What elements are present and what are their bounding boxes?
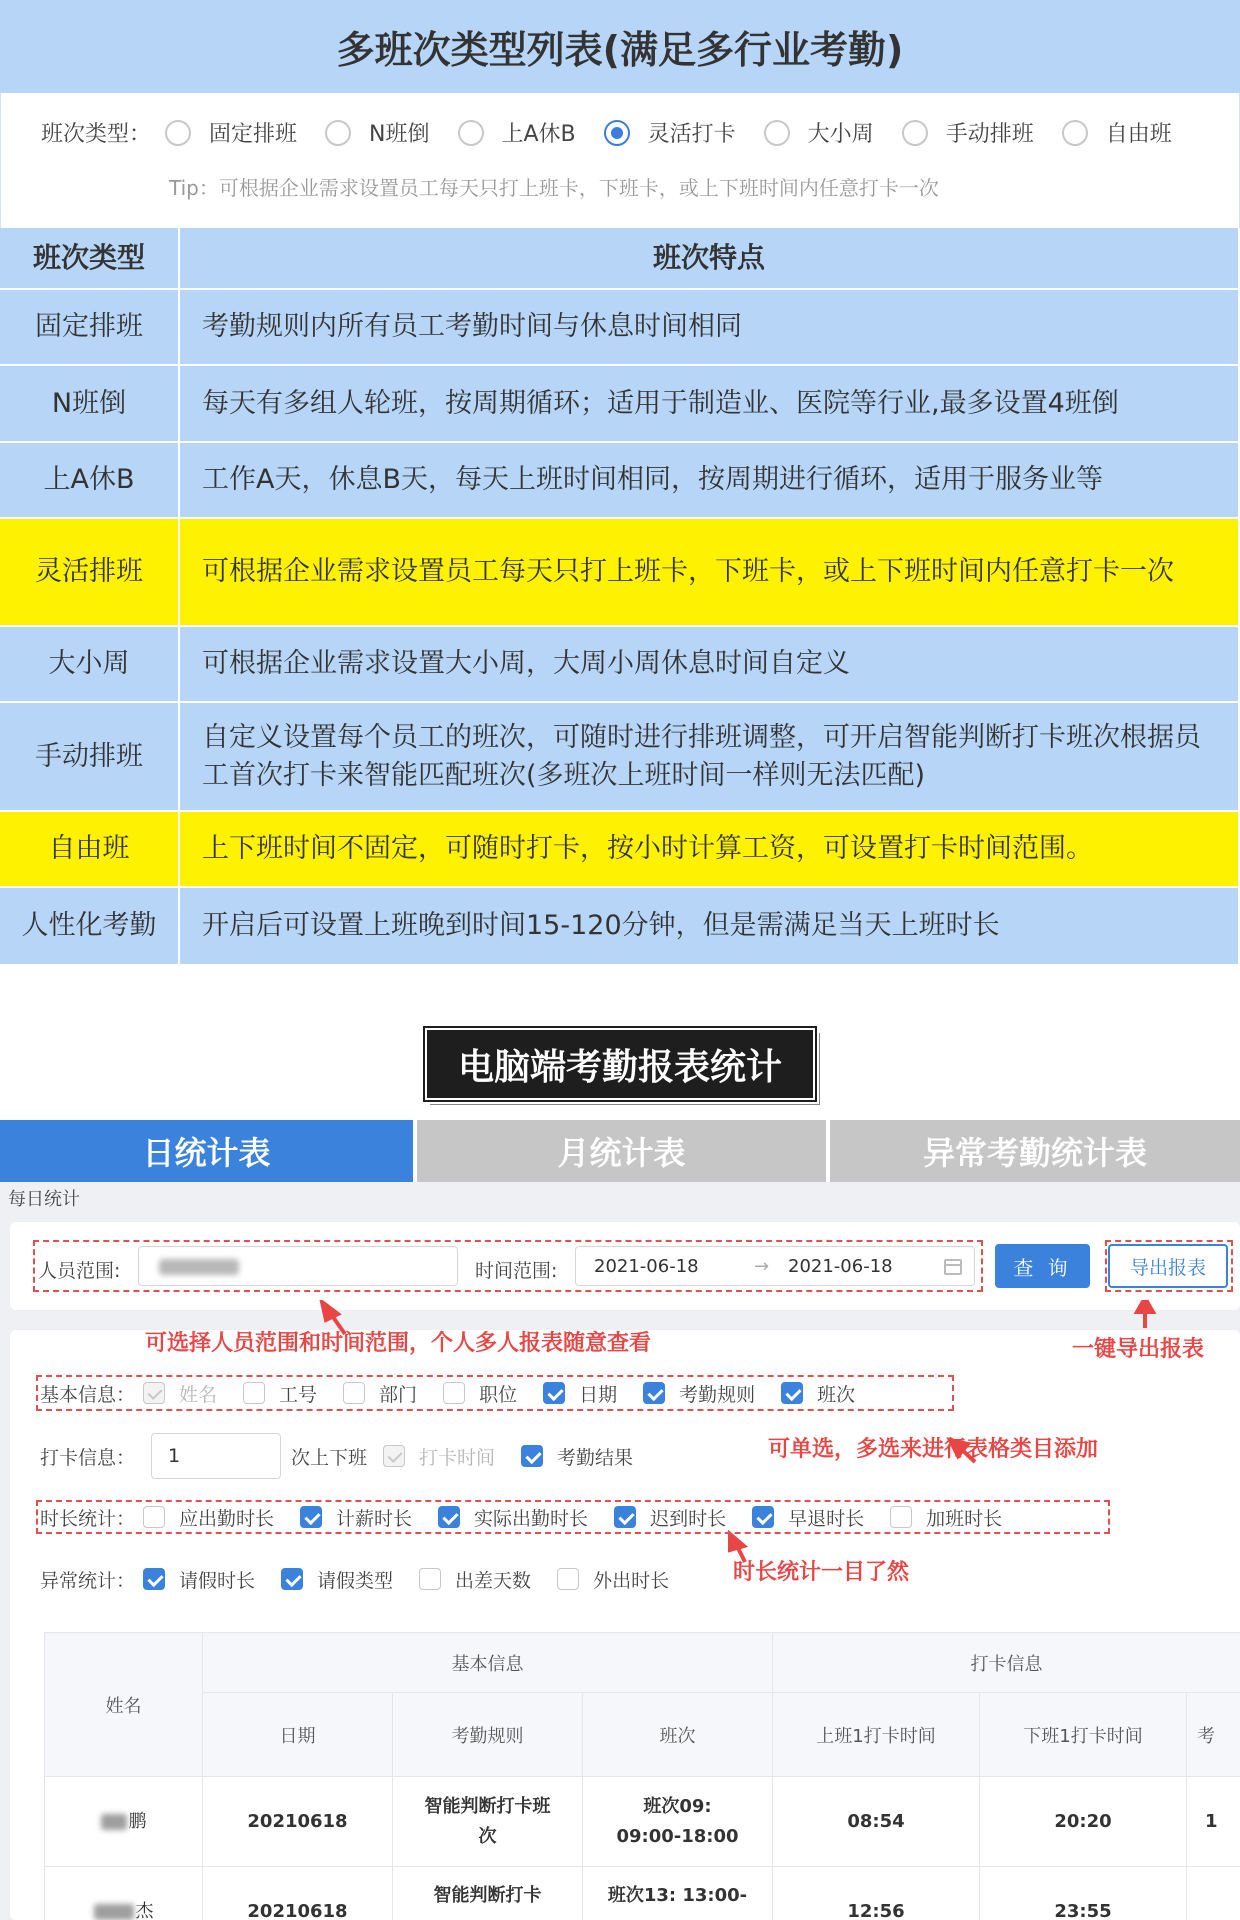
header-shift-feature: 班次特点	[180, 228, 1240, 290]
table-group-header-row	[45, 1633, 1240, 1693]
date-end: 2021-06-18	[788, 1256, 893, 1277]
row-desc: 可根据企业需求设置大小周，大周小周休息时间自定义	[180, 627, 1240, 703]
row-desc: 自定义设置每个员工的班次，可随时进行排班调整，可开启智能判断打卡班次根据员工首次打卡来智能匹配班次(多班次上班时间一样则无法匹配)	[180, 703, 1240, 812]
checkbox-leave-type[interactable]	[281, 1566, 393, 1593]
checkbox-label: 日期	[579, 1383, 618, 1406]
basic-info-row	[40, 1375, 855, 1411]
checkbox-required-hours[interactable]	[143, 1504, 274, 1531]
checkbox-name	[143, 1380, 217, 1407]
export-report-button[interactable]: 导出报表	[1108, 1244, 1228, 1288]
group-header-punch-info: 打卡信息	[773, 1633, 1240, 1693]
person-range-input[interactable]	[138, 1246, 458, 1286]
row-type: 自由班	[0, 812, 180, 888]
checkbox-label: 应出勤时长	[179, 1507, 275, 1530]
cell-result: 1	[1187, 1777, 1240, 1867]
table-row	[0, 443, 1240, 519]
redacted-name	[94, 1904, 134, 1920]
duration-stats-label: 时长统计：	[40, 1507, 136, 1530]
checkbox-attendance-rule[interactable]	[643, 1380, 755, 1407]
person-range-label: 人员范围:	[38, 1260, 121, 1282]
radio-circle-icon[interactable]	[764, 120, 790, 146]
name-text: 杰	[135, 1900, 154, 1920]
table-row-highlighted	[0, 519, 1240, 627]
checkbox-label: 职位	[479, 1383, 518, 1406]
daily-stats-label: 每日统计	[8, 1189, 80, 1210]
table-row[interactable]	[45, 1777, 1240, 1867]
radio-fixed[interactable]	[165, 117, 297, 148]
checkbox-label: 外出时长	[593, 1569, 670, 1592]
checkbox-label: 请假类型	[317, 1569, 394, 1592]
checkbox-business-trip-days[interactable]	[419, 1566, 531, 1593]
column-header-clock-out[interactable]: 下班1打卡时间	[980, 1693, 1187, 1777]
row-desc: 可根据企业需求设置员工每天只打上班卡，下班卡，或上下班时间内任意打卡一次	[180, 519, 1240, 627]
tab-abnormal[interactable]: 异常考勤统计表	[826, 1120, 1240, 1182]
checkbox-label: 请假时长	[179, 1569, 256, 1592]
checkbox-attendance-result[interactable]	[521, 1443, 633, 1470]
checkbox-employee-id[interactable]	[243, 1380, 317, 1407]
table-row	[0, 888, 1240, 966]
checkbox-checked-icon[interactable]	[543, 1382, 565, 1404]
row-desc: 考勤规则内所有员工考勤时间与休息时间相同	[180, 290, 1240, 366]
checkbox-early-leave-duration[interactable]	[752, 1504, 864, 1531]
shift-type-label: 班次类型：	[41, 122, 152, 147]
arrow-right-icon: →	[754, 1256, 770, 1277]
shift-types-table	[0, 228, 1240, 966]
checkbox-label: 实际出勤时长	[474, 1507, 589, 1530]
punch-info-label: 打卡信息：	[40, 1446, 136, 1469]
checkbox-checked-icon[interactable]	[143, 1568, 165, 1590]
checkbox-icon[interactable]	[557, 1568, 579, 1590]
checkbox-icon[interactable]	[419, 1568, 441, 1590]
radio-circle-icon[interactable]	[902, 120, 928, 146]
row-desc: 工作A天，休息B天，每天上班时间相同，按周期进行循环，适用于服务业等	[180, 443, 1240, 519]
punch-count-input[interactable]: 1	[151, 1433, 281, 1479]
header-shift-type: 班次类型	[0, 228, 180, 290]
checkbox-icon[interactable]	[243, 1382, 265, 1404]
table-row-highlighted	[0, 812, 1240, 888]
cell-date: 20210618	[203, 1867, 393, 1920]
radio-manual[interactable]	[902, 117, 1034, 148]
cell-clock-in: 08:54	[773, 1777, 980, 1867]
checkbox-checked-icon[interactable]	[521, 1445, 543, 1467]
tab-daily[interactable]: 日统计表	[0, 1120, 413, 1182]
table-row[interactable]	[45, 1867, 1240, 1920]
row-type: 上A休B	[0, 443, 180, 519]
checkbox-label: 工号	[279, 1383, 318, 1406]
checkbox-label: 部门	[379, 1383, 418, 1406]
table-row	[0, 627, 1240, 703]
basic-info-label: 基本信息：	[40, 1383, 136, 1406]
column-header-name[interactable]: 姓名	[45, 1633, 203, 1777]
table-header-row	[45, 1693, 1240, 1777]
checkbox-date[interactable]	[543, 1380, 617, 1407]
calendar-icon[interactable]	[944, 1259, 962, 1275]
column-header-result[interactable]: 考	[1187, 1693, 1240, 1777]
checkbox-label: 考勤规则	[679, 1383, 756, 1406]
checkbox-disabled-icon	[383, 1445, 405, 1467]
radio-label: N班倒	[369, 122, 430, 147]
checkbox-paid-hours[interactable]	[300, 1504, 412, 1531]
radio-flexible[interactable]	[604, 117, 736, 148]
range-annotation: 可选择人员范围和时间范围，个人多人报表随意查看	[145, 1331, 652, 1356]
cell-result	[1187, 1867, 1240, 1920]
duration-annotation: 时长统计一目了然	[733, 1560, 910, 1585]
checkbox-checked-icon[interactable]	[438, 1506, 460, 1528]
cell-clock-out: 20:20	[980, 1777, 1187, 1867]
checkbox-checked-icon[interactable]	[300, 1506, 322, 1528]
query-button[interactable]: 查 询	[995, 1244, 1090, 1288]
row-type: N班倒	[0, 366, 180, 443]
checkbox-icon[interactable]	[343, 1382, 365, 1404]
checkbox-icon[interactable]	[890, 1506, 912, 1528]
cell-name	[45, 1777, 203, 1867]
punch-info-row	[40, 1438, 659, 1474]
column-header-clock-in[interactable]: 上班1打卡时间	[773, 1693, 980, 1777]
radio-circle-icon[interactable]	[325, 120, 351, 146]
shift-type-selector	[0, 93, 1240, 228]
checkbox-label: 考勤结果	[557, 1446, 634, 1469]
checkbox-label: 加班时长	[926, 1507, 1003, 1530]
checkbox-label: 班次	[817, 1383, 856, 1406]
row-desc: 每天有多组人轮班，按周期循环；适用于制造业、医院等行业,最多设置4班倒	[180, 366, 1240, 443]
date-start: 2021-06-18	[594, 1256, 699, 1277]
radio-selected-icon[interactable]	[604, 120, 630, 146]
checkbox-leave-duration[interactable]	[143, 1566, 255, 1593]
radio-circle-icon[interactable]	[458, 120, 484, 146]
punch-count-suffix: 次上下班	[291, 1446, 368, 1469]
checkbox-position[interactable]	[443, 1380, 517, 1407]
radio-label: 手动排班	[945, 122, 1034, 147]
cell-clock-in: 12:56	[773, 1867, 980, 1920]
radio-circle-icon[interactable]	[165, 120, 191, 146]
shift-type-radio-group	[41, 117, 1172, 148]
checkbox-label: 计薪时长	[336, 1507, 413, 1530]
row-type: 固定排班	[0, 290, 180, 366]
checkbox-label: 迟到时长	[650, 1507, 727, 1530]
radio-circle-icon[interactable]	[1062, 120, 1088, 146]
abnormal-stats-label: 异常统计：	[40, 1569, 136, 1592]
checkbox-label: 早退时长	[788, 1507, 865, 1530]
checkbox-checked-icon[interactable]	[614, 1506, 636, 1528]
cell-shift: 班次09: 09:00-18:00	[583, 1777, 773, 1867]
name-text: 鹏	[128, 1810, 147, 1832]
table-row	[0, 366, 1240, 443]
radio-n-shift[interactable]	[325, 117, 429, 148]
redacted-name	[159, 1259, 239, 1275]
checkbox-icon[interactable]	[443, 1382, 465, 1404]
group-header-basic-info: 基本信息	[203, 1633, 773, 1693]
report-tabs	[0, 1120, 1240, 1182]
shift-types-title: 多班次类型列表(满足多行业考勤)	[0, 0, 1240, 93]
radio-label: 大小周	[807, 122, 874, 147]
column-header-rule[interactable]: 考勤规则	[393, 1693, 583, 1777]
table-header-row	[0, 228, 1240, 290]
cell-rule: 智能判断打卡	[393, 1867, 583, 1920]
checkbox-late-duration[interactable]	[614, 1504, 726, 1531]
checkbox-label: 姓名	[179, 1383, 218, 1406]
radio-label: 上A休B	[501, 122, 576, 147]
radio-big-small-week[interactable]	[764, 117, 874, 148]
column-header-date[interactable]: 日期	[203, 1693, 393, 1777]
row-type: 手动排班	[0, 703, 180, 812]
row-type: 灵活排班	[0, 519, 180, 627]
checkbox-label: 打卡时间	[419, 1446, 496, 1469]
checkbox-label: 出差天数	[455, 1569, 532, 1592]
attendance-report-table	[44, 1632, 1240, 1920]
radio-label: 固定排班	[209, 122, 298, 147]
checkbox-checked-icon[interactable]	[643, 1382, 665, 1404]
checkbox-icon[interactable]	[143, 1506, 165, 1528]
select-annotation: 可单选，多选来进行表格类目添加	[768, 1437, 1099, 1462]
checkbox-checked-icon[interactable]	[781, 1382, 803, 1404]
table-row	[0, 703, 1240, 812]
row-desc: 上下班时间不固定，可随时打卡，按小时计算工资，可设置打卡时间范围。	[180, 812, 1240, 888]
report-section-title: 电脑端考勤报表统计	[425, 1028, 815, 1100]
cell-name	[45, 1867, 203, 1920]
checkbox-disabled-icon	[143, 1382, 165, 1404]
checkbox-shift[interactable]	[781, 1380, 855, 1407]
radio-label: 灵活打卡	[647, 122, 736, 147]
tip-text: Tip：可根据企业需求设置员工每天只打上班卡，下班卡，或上下班时间内任意打卡一次	[169, 176, 939, 200]
column-header-shift[interactable]: 班次	[583, 1693, 773, 1777]
checkbox-checked-icon[interactable]	[281, 1568, 303, 1590]
arrow-head-icon	[1137, 1300, 1153, 1312]
checkbox-department[interactable]	[343, 1380, 417, 1407]
radio-label: 自由班	[1105, 122, 1172, 147]
abnormal-stats-row	[40, 1561, 669, 1597]
checkbox-checked-icon[interactable]	[752, 1506, 774, 1528]
checkbox-actual-hours[interactable]	[438, 1504, 588, 1531]
redacted-name	[101, 1814, 127, 1830]
row-desc: 开启后可设置上班晚到时间15-120分钟，但是需满足当天上班时长	[180, 888, 1240, 966]
cell-date: 20210618	[203, 1777, 393, 1867]
row-type: 大小周	[0, 627, 180, 703]
radio-free[interactable]	[1062, 117, 1172, 148]
export-annotation: 一键导出报表	[1072, 1337, 1205, 1362]
checkbox-outing-duration[interactable]	[557, 1566, 669, 1593]
cell-rule: 智能判断打卡班次	[393, 1777, 583, 1867]
duration-stats-row	[40, 1499, 1002, 1535]
checkbox-overtime-duration[interactable]	[890, 1504, 1002, 1531]
date-range-picker[interactable]	[575, 1246, 975, 1286]
time-range-label: 时间范围:	[475, 1260, 558, 1282]
cell-shift: 班次13: 13:00-	[583, 1867, 773, 1920]
table-row	[0, 290, 1240, 366]
tab-monthly[interactable]: 月统计表	[413, 1120, 826, 1182]
checkbox-punch-time	[383, 1443, 495, 1470]
row-type: 人性化考勤	[0, 888, 180, 966]
cell-clock-out: 23:55	[980, 1867, 1187, 1920]
arrow-head-icon	[322, 1302, 338, 1320]
arrow-head-icon	[730, 1534, 744, 1550]
radio-a-work-b-rest[interactable]	[458, 117, 576, 148]
